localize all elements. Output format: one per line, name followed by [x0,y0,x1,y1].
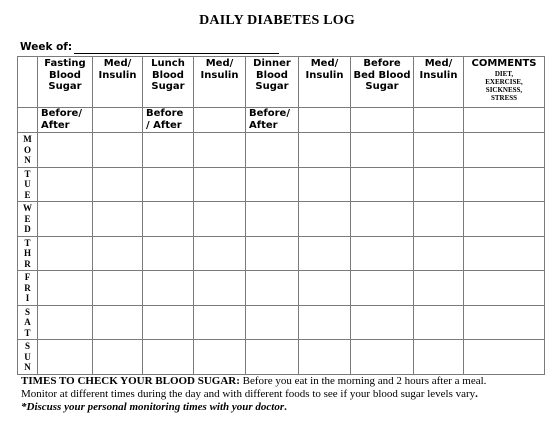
week-of-label: Week of: [20,41,73,53]
entry-cell[interactable] [464,202,545,237]
day-row [18,271,545,306]
entry-cell[interactable] [464,133,545,168]
subheader-row [18,108,545,133]
entry-cell[interactable] [246,202,299,237]
entry-cell[interactable] [38,167,93,202]
entry-cell[interactable] [93,305,143,340]
entry-cell[interactable] [38,236,93,271]
header-med-insulin-1: Med/ Insulin [93,57,143,108]
week-of-field[interactable] [74,53,279,54]
header-fasting-blood-sugar: Fasting Blood Sugar [38,57,93,108]
day-label: W E D [18,202,38,237]
entry-cell[interactable] [246,167,299,202]
dinner-before-after: Before/ After [246,108,299,133]
day-label: M O N [18,133,38,168]
entry-cell[interactable] [194,202,246,237]
entry-cell[interactable] [414,133,464,168]
entry-cell[interactable] [143,133,194,168]
entry-cell[interactable] [351,271,414,306]
header-lunch-blood-sugar: Lunch Blood Sugar [143,57,194,108]
entry-cell[interactable] [464,305,545,340]
entry-cell[interactable] [414,202,464,237]
entry-cell[interactable] [414,305,464,340]
entry-cell[interactable] [143,167,194,202]
header-before-bed-blood-sugar: Before Bed Blood Sugar [351,57,414,108]
entry-cell[interactable] [464,340,545,375]
lunch-before-after: Before / After [143,108,194,133]
footer-line2: Monitor at different times during the day and with different foods to see if your blood sugar levels vary [21,388,476,400]
entry-cell[interactable] [38,133,93,168]
entry-cell[interactable] [299,305,351,340]
entry-cell[interactable] [351,202,414,237]
entry-cell[interactable] [464,271,545,306]
entry-cell[interactable] [246,271,299,306]
entry-cell[interactable] [93,202,143,237]
day-label: T H R [18,236,38,271]
entry-cell[interactable] [194,236,246,271]
day-row [18,202,545,237]
header-row [18,57,545,108]
footer-heading: TIMES TO CHECK YOUR BLOOD SUGAR: [21,375,240,387]
entry-cell[interactable] [38,340,93,375]
header-med-insulin-3: Med/ Insulin [299,57,351,108]
footer-line1: Before you eat in the morning and 2 hours after a meal. [239,375,487,387]
entry-cell[interactable] [194,133,246,168]
entry-cell[interactable] [194,305,246,340]
day-label: F R I [18,271,38,306]
entry-cell[interactable] [143,236,194,271]
entry-cell[interactable] [194,340,246,375]
day-row [18,236,545,271]
entry-cell[interactable] [351,305,414,340]
entry-cell[interactable] [351,167,414,202]
entry-cell[interactable] [351,340,414,375]
entry-cell[interactable] [194,167,246,202]
diabetes-log-table [17,56,545,375]
entry-cell[interactable] [414,340,464,375]
entry-cell[interactable] [299,167,351,202]
header-dinner-blood-sugar: Dinner Blood Sugar [246,57,299,108]
entry-cell[interactable] [351,133,414,168]
entry-cell[interactable] [246,340,299,375]
entry-cell[interactable] [246,236,299,271]
footer-instructions: TIMES TO CHECK YOUR BLOOD SUGAR: Before you eat in the morning and 2 hours after a meal. Monitor at different times during the day and with different foods to see if your blood sugar levels vary. *Discuss your personal monitoring times with your doctor. [21,375,487,413]
day-label: S A T [18,305,38,340]
entry-cell[interactable] [93,236,143,271]
entry-cell[interactable] [38,305,93,340]
entry-cell[interactable] [464,167,545,202]
entry-cell[interactable] [414,271,464,306]
entry-cell[interactable] [299,340,351,375]
entry-cell[interactable] [351,236,414,271]
entry-cell[interactable] [246,133,299,168]
day-row [18,340,545,375]
entry-cell[interactable] [143,271,194,306]
day-rows [18,133,545,375]
entry-cell[interactable] [93,167,143,202]
day-label: S U N [18,340,38,375]
entry-cell[interactable] [143,340,194,375]
day-label: T U E [18,167,38,202]
entry-cell[interactable] [38,271,93,306]
entry-cell[interactable] [194,271,246,306]
header-comments: COMMENTS DIET, EXERCISE, SICKNESS, STRESS [464,57,545,108]
entry-cell[interactable] [93,340,143,375]
header-med-insulin-4: Med/ Insulin [414,57,464,108]
day-row [18,167,545,202]
entry-cell[interactable] [414,167,464,202]
entry-cell[interactable] [464,236,545,271]
day-row [18,133,545,168]
header-med-insulin-2: Med/ Insulin [194,57,246,108]
entry-cell[interactable] [38,202,93,237]
entry-cell[interactable] [299,271,351,306]
entry-cell[interactable] [143,305,194,340]
page-title: DAILY DIABETES LOG [199,13,355,28]
entry-cell[interactable] [414,236,464,271]
entry-cell[interactable] [93,271,143,306]
entry-cell[interactable] [93,133,143,168]
entry-cell[interactable] [299,202,351,237]
entry-cell[interactable] [299,236,351,271]
fasting-before-after: Before/ After [38,108,93,133]
day-row [18,305,545,340]
entry-cell[interactable] [299,133,351,168]
entry-cell[interactable] [143,202,194,237]
corner-cell [18,57,38,108]
entry-cell[interactable] [246,305,299,340]
footer-disclaimer: *Discuss your personal monitoring times with your doctor [21,401,285,413]
